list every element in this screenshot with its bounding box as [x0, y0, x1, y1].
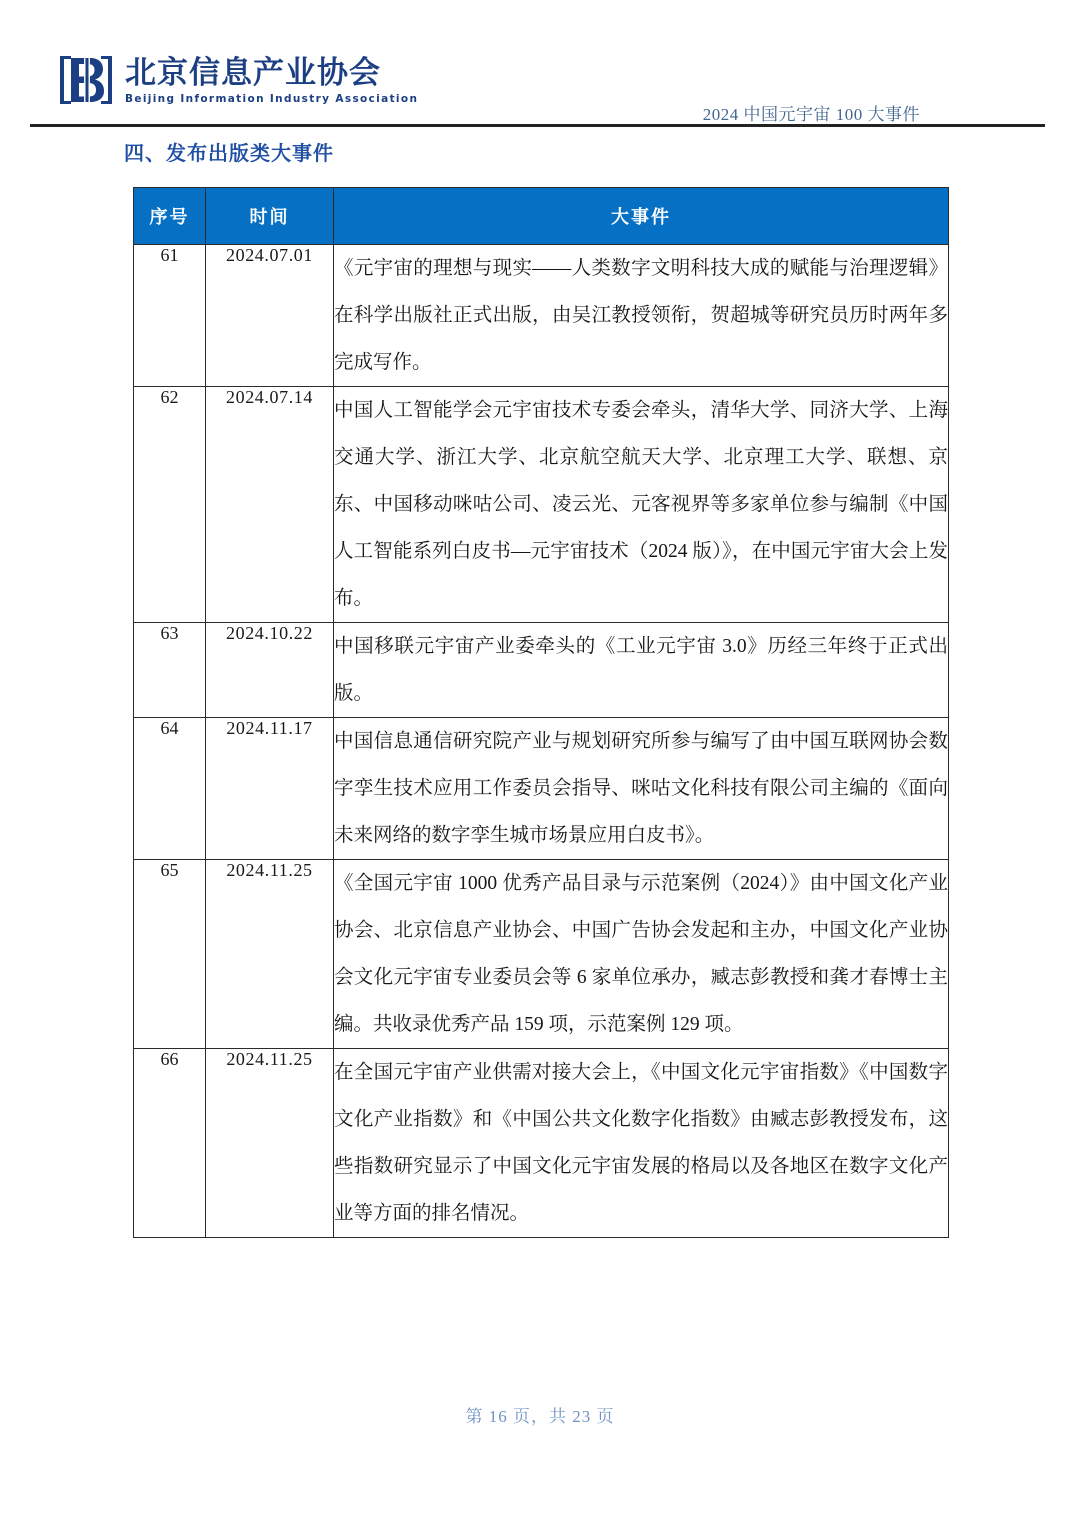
table-head [134, 188, 949, 245]
section-heading: 四、发布出版类大事件 [124, 141, 334, 165]
table-row [134, 860, 949, 1049]
cell-no: 61 [134, 245, 206, 387]
page-footer [0, 1402, 1080, 1427]
cell-date: 2024.07.01 [206, 245, 334, 387]
column-header-event: 大事件 [334, 188, 949, 245]
cell-event: 《元宇宙的理想与现实——人类数字文明科技大成的赋能与治理逻辑》在科学出版社正式出版，由吴江教授领衔，贺超城等研究员历时两年多完成写作。 [334, 245, 949, 387]
table-header-row [134, 188, 949, 245]
page-header [0, 0, 1080, 130]
cell-date: 2024.10.22 [206, 623, 334, 718]
table-row [134, 718, 949, 860]
cell-date: 2024.11.17 [206, 718, 334, 860]
table-row [134, 623, 949, 718]
events-table [133, 187, 949, 1238]
logo-name-cn: 北京信息产业协会 [125, 54, 381, 91]
page-number-label: 第 16 页，共 23 页 [465, 1407, 615, 1426]
cell-no: 63 [134, 623, 206, 718]
cell-no: 62 [134, 387, 206, 623]
cell-date: 2024.07.14 [206, 387, 334, 623]
table-row [134, 245, 949, 387]
document-running-title: 2024 中国元宇宙 100 大事件 [702, 105, 920, 124]
association-logo [57, 52, 418, 108]
table-row [134, 1049, 949, 1238]
cell-no: 66 [134, 1049, 206, 1238]
cell-no: 65 [134, 860, 206, 1049]
logo-wordmark [125, 55, 418, 106]
cell-event: 中国信息通信研究院产业与规划研究所参与编写了由中国互联网协会数字孪生技术应用工作委员会指导、咪咕文化科技有限公司主编的《面向未来网络的数字孪生城市场景应用白皮书》。 [334, 718, 949, 860]
cell-event: 《全国元宇宙 1000 优秀产品目录与示范案例（2024）》由中国文化产业协会、北京信息产业协会、中国广告协会发起和主办，中国文化产业协会文化元宇宙专业委员会等 6 家单位承办，臧志彭教授和龚才春博士主编。共收录优秀产品 159 项，示范案例 129 项。 [334, 860, 949, 1049]
column-header-date: 时间 [206, 188, 334, 245]
column-header-no: 序号 [134, 188, 206, 245]
cell-date: 2024.11.25 [206, 860, 334, 1049]
cell-event: 中国人工智能学会元宇宙技术专委会牵头，清华大学、同济大学、上海交通大学、浙江大学、北京航空航天大学、北京理工大学、联想、京东、中国移动咪咕公司、凌云光、元客视界等多家单位参与编制《中国人工智能系列白皮书—元宇宙技术（2024 版）》，在中国元宇宙大会上发布。 [334, 387, 949, 623]
cell-event: 在全国元宇宙产业供需对接大会上，《中国文化元宇宙指数》《中国数字文化产业指数》和《中国公共文化数字化指数》由臧志彭教授发布，这些指数研究显示了中国文化元宇宙发展的格局以及各地区在数字文化产业等方面的排名情况。 [334, 1049, 949, 1238]
table-body [134, 245, 949, 1238]
b-monogram-icon [57, 52, 115, 108]
cell-event: 中国移联元宇宙产业委牵头的《工业元宇宙 3.0》历经三年终于正式出版。 [334, 623, 949, 718]
table-row [134, 387, 949, 623]
cell-no: 64 [134, 718, 206, 860]
cell-date: 2024.11.25 [206, 1049, 334, 1238]
header-divider [30, 124, 1045, 127]
logo-name-en: Beijing Information Industry Association [125, 93, 419, 106]
